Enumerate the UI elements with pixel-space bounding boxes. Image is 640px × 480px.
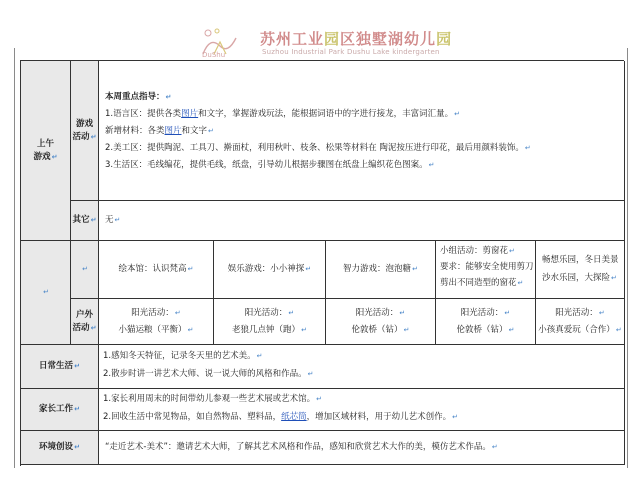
weekly-plan-table: [20, 60, 624, 466]
logo-chinese-name: 苏州工业园区独墅湖幼儿园: [260, 30, 453, 48]
outdoor-activity-5: 阳光活动：↵ 小孩真爱玩（合作）↵: [536, 299, 625, 345]
parent-work-content: 1.家长利用周末的时间带幼儿参观一些艺术展或艺术馆。↵ 2.回收生活中常见物品，如自然物品、塑料品，纸芯筒，增加区域材料，用于幼儿艺术创作。↵: [99, 389, 625, 431]
activities-group-label: ↵: [21, 241, 71, 345]
page-edge-right: [627, 48, 628, 468]
activity-group-paper-cut: 小组活动：剪窗花↵ 要求：能够安全使用剪刀 剪出不同造型的窗花↵: [436, 241, 536, 299]
daily-life-content: 1.感知冬天特征，记录冬天里的艺术美。↵ 2.散步时讲一讲艺术大师、说一说大师的风格和作品。↵: [99, 345, 625, 389]
morning-games-label: 上午 游戏↵: [21, 61, 71, 241]
svg-text:DuShu: DuShu: [202, 51, 226, 58]
activities-subhead: ↵: [71, 241, 99, 299]
game-activity-label: 游戏 活动↵: [71, 61, 99, 201]
outdoor-activity-2: 阳光活动：↵ 老狼几点钟（跑）↵: [214, 299, 326, 345]
activity-playground: 畅想乐园，冬日美景 沙水乐园，大探险↵: [536, 241, 625, 299]
outdoor-activity-4: 阳光活动：↵ 伦敦桥（钻）↵: [436, 299, 536, 345]
focus-title: 本周重点指导：↵: [105, 92, 172, 102]
kindergarten-logo: [200, 22, 500, 62]
activity-picture-book: 绘本馆：认识梵高↵: [99, 241, 214, 299]
activity-intellect: 智力游戏：泡泡糖↵: [326, 241, 436, 299]
daily-life-label: 日常生活↵: [21, 345, 99, 389]
outdoor-activity-3: 阳光活动：↵ 伦敦桥（钻）↵: [326, 299, 436, 345]
weekly-focus-content: 本周重点指导：↵ 1.语言区：提供各类图片和文字，掌握游戏玩法，能根据词语中的字进行接龙，丰富词汇量。↵ 新增材料：各类图片和文字↵ 2.美工区：提供陶泥、工具刀、擀面杖，利用秋叶、枝条、松果等材料在 陶泥按压进行印花，最后用颜料装饰。↵ 3.生活区：毛线编花，提供毛线，纸盘，引导幼儿根据步骤图在纸盘上编织花色图案。↵: [99, 61, 625, 201]
activity-entertainment: 娱乐游戏：小小神探↵: [214, 241, 326, 299]
outdoor-activity-label: 户外 活动↵: [71, 299, 99, 345]
outdoor-activity-1: 阳光活动：↵ 小猫运粮（平衡）↵: [99, 299, 214, 345]
logo-english-name: Suzhou Industrial Park Dushu Lake kindergarten: [262, 48, 440, 56]
environment-label: 环境创设↵: [21, 431, 99, 465]
logo-figure-icon: [200, 24, 252, 58]
other-label: 其它↵: [71, 201, 99, 241]
parent-work-label: 家长工作↵: [21, 389, 99, 431]
page-edge-left: [14, 48, 15, 468]
other-value: 无↵: [99, 201, 625, 241]
environment-content: “走近艺术-美术”：邀请艺术大师，了解其艺术风格和作品，感知和欣赏艺术大作的美，模仿艺术作品。↵: [99, 431, 625, 465]
